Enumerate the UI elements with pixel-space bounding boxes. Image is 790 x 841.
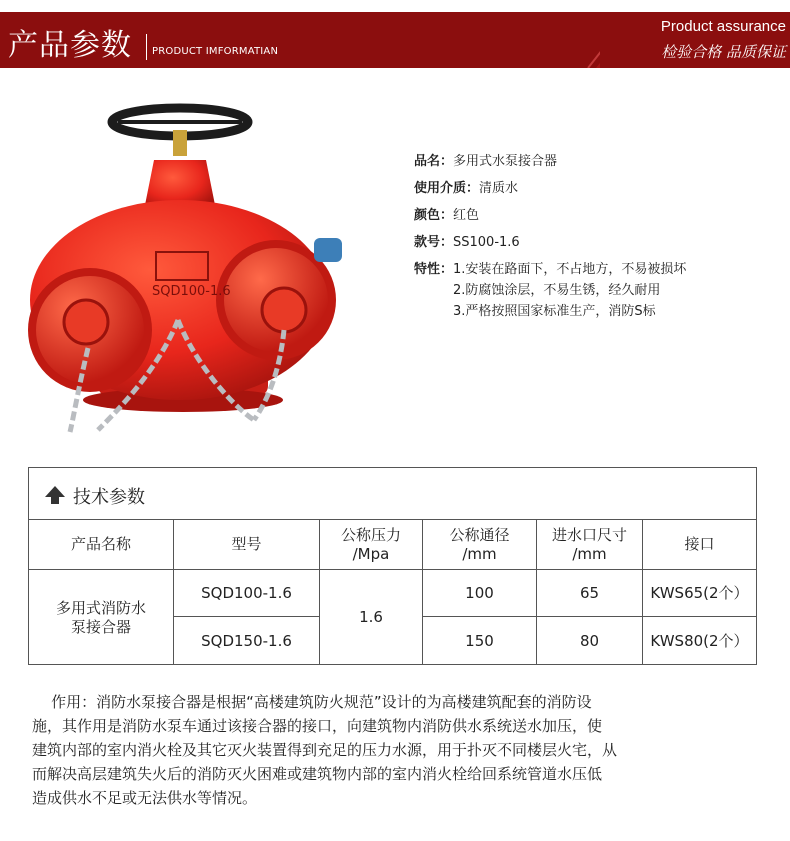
col-header-diameter: 公称通径 /mm xyxy=(449,525,510,563)
description-line: 建筑内部的室内消火栓及其它灭火装置得到充足的压力水源，用于扑灭不同楼层火宅，从 xyxy=(32,741,618,759)
info-features-label: 特性： xyxy=(414,262,454,277)
spec-table xyxy=(28,467,757,665)
assurance-chinese: 检验合格 品质保证 xyxy=(661,43,786,61)
table-row-interface: KWS80(2个） xyxy=(650,631,749,650)
table-row-diameter: 100 xyxy=(465,583,494,602)
description-line: 而解决高层建筑失火后的消防灭火困难或建筑物内部的室内消火栓给回系统管道水压低 xyxy=(32,765,603,783)
info-name-value: 多用式水泵接合器 xyxy=(453,154,558,169)
feature-item: 2.防腐蚀涂层，不易生锈，经久耐用 xyxy=(453,283,661,298)
header-divider xyxy=(146,34,147,60)
feature-item: 1.安装在路面下，不占地方，不易被损坏 xyxy=(453,262,687,277)
info-medium-label: 使用介质： xyxy=(414,181,480,196)
table-row-interface: KWS65(2个） xyxy=(650,583,749,602)
fire-pump-adapter-image xyxy=(18,100,358,440)
header-left-band xyxy=(0,12,520,68)
table-row-model: SQD150-1.6 xyxy=(201,631,292,650)
info-features-row xyxy=(414,256,784,322)
product-info xyxy=(414,148,784,322)
info-medium-value: 清质水 xyxy=(479,181,519,196)
col-header-model: 型号 xyxy=(231,535,262,553)
description-line: 作用：消防水泵接合器是根据“高楼建筑防火规范”设计的为高楼建筑配套的消防设 xyxy=(32,693,592,711)
col-header-pressure: 公称压力 /Mpa xyxy=(340,525,401,563)
info-color-row xyxy=(414,202,784,229)
info-name-label: 品名： xyxy=(414,154,454,169)
col-header-inlet: 进水口尺寸 /mm xyxy=(551,525,627,563)
table-row-inlet: 80 xyxy=(579,631,600,650)
info-name-row xyxy=(414,148,784,175)
arrow-up-icon xyxy=(45,486,65,504)
col-header-product-name: 产品名称 xyxy=(70,535,131,553)
info-model-value: SS100-1.6 xyxy=(453,235,520,250)
info-color-value: 红色 xyxy=(453,208,480,223)
table-row-inlet: 65 xyxy=(579,583,600,602)
svg-text:SQD100-1.6: SQD100-1.6 xyxy=(152,284,231,299)
spec-title: 技术参数 xyxy=(73,487,145,508)
spec-table-header xyxy=(29,468,756,520)
info-model-row xyxy=(414,229,784,256)
pressure-cell: 1.6 xyxy=(359,608,383,626)
description-paragraph xyxy=(32,690,762,810)
description-line: 施，其作用是消防水泵车通过该接合器的接口，向建筑物内消防供水系统送水加压，使 xyxy=(32,717,603,735)
info-medium-row xyxy=(414,175,784,202)
header-banner xyxy=(0,12,790,68)
feature-item: 3.严格按照国家标准生产，消防S标 xyxy=(453,304,656,319)
table-row-diameter: 150 xyxy=(465,631,494,650)
product-name-cell: 多用式消防水 泵接合器 xyxy=(55,598,146,636)
info-color-label: 颜色： xyxy=(414,208,454,223)
page-title: 产品参数 xyxy=(8,28,132,63)
col-header-interface: 接口 xyxy=(684,535,715,553)
feature-list xyxy=(453,259,686,322)
assurance-english: Product assurance xyxy=(660,18,786,35)
page-subtitle: PRODUCT IMFORMATIAN xyxy=(152,46,279,57)
info-model-label: 款号： xyxy=(414,235,454,250)
table-row-model: SQD100-1.6 xyxy=(201,583,292,602)
description-line: 造成供水不足或无法供水等情况。 xyxy=(32,789,258,807)
header-right-band xyxy=(600,12,790,68)
